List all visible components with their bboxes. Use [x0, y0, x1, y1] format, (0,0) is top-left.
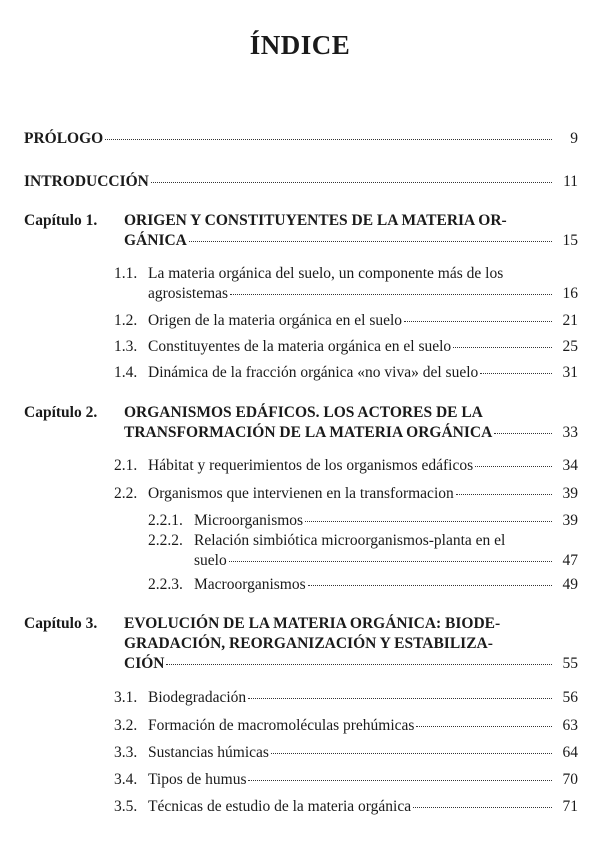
subsection-title-line: Relación simbiótica microorganismos-planta en el — [194, 532, 506, 549]
section-number: 3.3. — [114, 744, 138, 761]
page-number: 64 — [562, 744, 578, 761]
chapter-title-line: TRANSFORMACIÓN DE LA MATERIA ORGÁNICA — [124, 424, 493, 441]
section-number: 3.2. — [114, 717, 138, 734]
toc-section-1-2[interactable] — [114, 311, 578, 331]
section-title: Biodegradación — [148, 689, 247, 706]
toc-entry-prologo[interactable] — [24, 129, 578, 149]
section-number: 1.3. — [114, 338, 138, 355]
entry-label: INTRODUCCIÓN — [24, 173, 149, 190]
page-number: 33 — [562, 424, 578, 441]
dot-leader — [248, 780, 552, 781]
section-title: Constituyentes de la materia orgánica en el suelo — [148, 338, 452, 355]
subsection-title-line: suelo — [194, 552, 227, 569]
section-title: Sustancias húmicas — [148, 744, 269, 761]
page-number: 9 — [570, 130, 578, 147]
dot-leader — [151, 182, 552, 183]
page-number: 25 — [562, 338, 578, 355]
chapter-title-line: GÁNICA — [124, 232, 187, 249]
section-title: Origen de la materia orgánica en el suelo — [148, 312, 403, 329]
section-number: 1.4. — [114, 364, 138, 381]
toc-chapter-1[interactable] — [24, 211, 578, 251]
dot-leader — [480, 373, 552, 374]
section-number: 2.2. — [114, 485, 138, 502]
page-number: 34 — [562, 457, 578, 474]
page-number: 31 — [562, 364, 578, 381]
page-title: ÍNDICE — [249, 30, 351, 60]
page-number: 56 — [562, 689, 578, 706]
page-number: 71 — [562, 798, 578, 815]
section-title: Dinámica de la fracción orgánica «no viva» del suelo — [148, 364, 479, 381]
page-number: 70 — [562, 771, 578, 788]
dot-leader — [416, 726, 552, 727]
page-number: 39 — [562, 512, 578, 529]
toc-section-1-4[interactable] — [114, 363, 578, 383]
dot-leader — [494, 433, 552, 434]
toc-section-1-1[interactable] — [114, 264, 578, 304]
section-title: Formación de macromoléculas prehúmicas — [148, 717, 415, 734]
toc-chapter-2[interactable] — [24, 403, 578, 443]
page-number: 47 — [562, 552, 578, 569]
section-title-line: agrosistemas — [148, 285, 229, 302]
subsection-number: 2.2.1. — [148, 512, 183, 529]
section-number: 1.2. — [114, 312, 138, 329]
section-title: Organismos que intervienen en la transformacion — [148, 485, 454, 502]
page-number: 63 — [562, 717, 578, 734]
dot-leader — [189, 241, 552, 242]
chapter-number: Capítulo 3. — [24, 615, 98, 632]
toc-section-3-2[interactable] — [114, 716, 578, 736]
toc-section-1-3[interactable] — [114, 337, 578, 357]
section-number: 3.1. — [114, 689, 138, 706]
subsection-number: 2.2.3. — [148, 576, 183, 593]
dot-leader — [456, 494, 552, 495]
toc-section-3-4[interactable] — [114, 770, 578, 790]
dot-leader — [305, 521, 552, 522]
section-number: 3.5. — [114, 798, 138, 815]
toc-subsection-2-2-3[interactable] — [148, 575, 578, 595]
dot-leader — [404, 321, 552, 322]
page-number: 16 — [562, 285, 578, 302]
toc-section-2-1[interactable] — [114, 456, 578, 476]
entry-label: PRÓLOGO — [24, 130, 104, 147]
chapter-number: Capítulo 2. — [24, 404, 98, 421]
chapter-title-line: CIÓN — [124, 655, 165, 672]
page-number: 11 — [563, 173, 578, 190]
subsection-title: Macroorganismos — [194, 576, 306, 593]
dot-leader — [308, 585, 552, 586]
chapter-title-line: EVOLUCIÓN DE LA MATERIA ORGÁNICA: BIODE- — [124, 615, 501, 632]
chapter-title-line: GRADACIÓN, REORGANIZACIÓN Y ESTABILIZA- — [124, 635, 493, 652]
chapter-title-line: ORIGEN Y CONSTITUYENTES DE LA MATERIA OR- — [124, 212, 507, 229]
toc-section-3-5[interactable] — [114, 797, 578, 817]
toc-chapter-3[interactable] — [24, 614, 578, 674]
page-number: 49 — [562, 576, 578, 593]
toc-section-3-1[interactable] — [114, 688, 578, 708]
dot-leader — [453, 347, 552, 348]
dot-leader — [413, 807, 552, 808]
section-title: Hábitat y requerimientos de los organismos edáficos — [148, 457, 474, 474]
section-number: 2.1. — [114, 457, 138, 474]
toc-entry-introduccion[interactable] — [24, 172, 578, 192]
dot-leader — [248, 698, 552, 699]
section-title: Tipos de humus — [148, 771, 247, 788]
section-number: 1.1. — [114, 265, 138, 282]
section-title: Técnicas de estudio de la materia orgánica — [148, 798, 412, 815]
dot-leader — [105, 139, 552, 140]
page-number: 21 — [562, 312, 578, 329]
section-title-line: La materia orgánica del suelo, un componente más de los — [148, 265, 504, 282]
subsection-title: Microorganismos — [194, 512, 304, 529]
chapter-title-line: ORGANISMOS EDÁFICOS. LOS ACTORES DE LA — [124, 404, 483, 421]
dot-leader — [229, 561, 552, 562]
toc-subsection-2-2-2[interactable] — [148, 531, 578, 571]
section-number: 3.4. — [114, 771, 138, 788]
page-number: 55 — [562, 655, 578, 672]
page-number: 15 — [562, 232, 578, 249]
page-number: 39 — [562, 485, 578, 502]
dot-leader — [475, 466, 552, 467]
subsection-number: 2.2.2. — [148, 532, 183, 549]
dot-leader — [271, 753, 552, 754]
chapter-number: Capítulo 1. — [24, 212, 98, 229]
dot-leader — [230, 294, 552, 295]
dot-leader — [166, 664, 552, 665]
toc-section-2-2[interactable] — [114, 484, 578, 504]
toc-section-3-3[interactable] — [114, 743, 578, 763]
toc-subsection-2-2-1[interactable] — [148, 511, 578, 531]
